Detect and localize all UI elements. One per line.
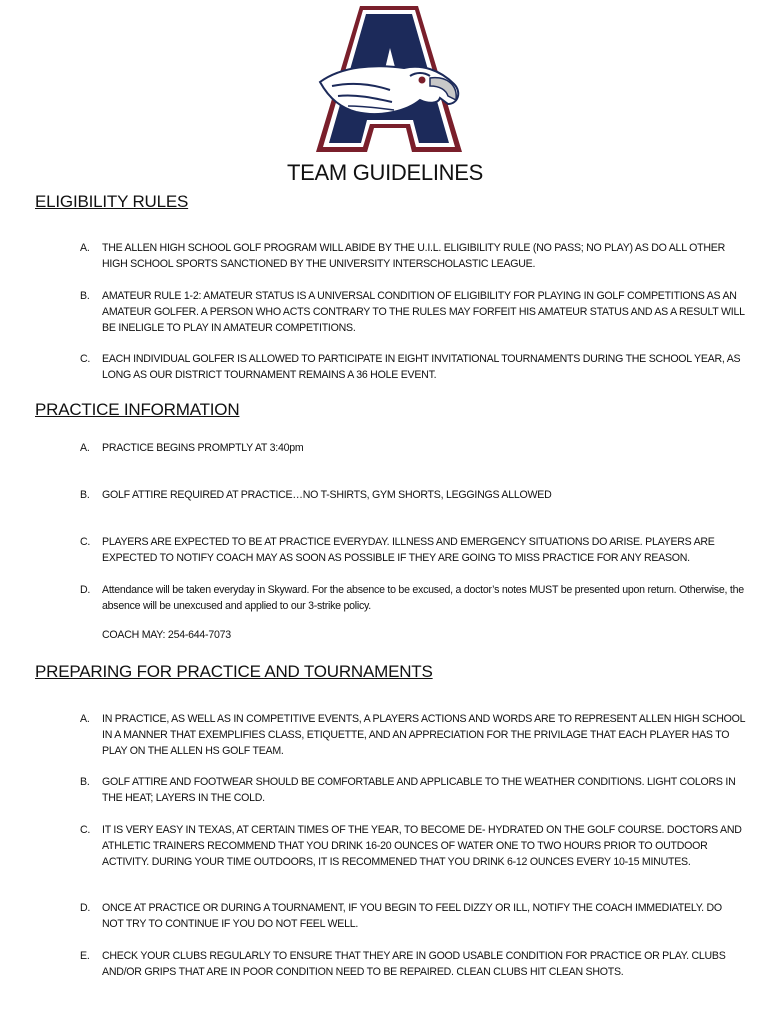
eagle-a-logo-icon [312,4,462,152]
item-letter: D. [80,902,91,914]
list-item [80,351,745,383]
item-text: GOLF ATTIRE AND FOOTWEAR SHOULD BE COMFORTABLE AND APPLICABLE TO THE WEATHER CONDITIONS. LIGHT COLORS IN THE HEAT; LAYERS IN THE COLD. [102,776,736,804]
item-text: Attendance will be taken everyday in Skyward. For the absence to be excused, a doctor’s notes MUST be presented upon return. Otherwise, the absence will be unexcused and applied to our 3-strike policy. [102,584,744,612]
item-letter: A. [80,242,90,254]
item-text: AMATEUR RULE 1-2: AMATEUR STATUS IS A UNIVERSAL CONDITION OF ELIGIBILITY FOR PLAYING IN GOLF COMPETITIONS AS AN AMATEUR GOLFER. A PERSON WHO ACTS CONTRARY TO THE RULES MAY FORFEIT HIS AMATEUR STATUS AND AS A RESULT WILL BE INELIGLE TO PLAY IN AMATEUR COMPETITIONS. [102,290,745,334]
item-text: ONCE AT PRACTICE OR DURING A TOURNAMENT, IF YOU BEGIN TO FEEL DIZZY OR ILL, NOTIFY THE COACH IMMEDIATELY. DO NOT TRY TO CONTINUE IF YOU DO NOT FEEL WELL. [102,902,722,930]
item-letter: C. [80,824,91,836]
list-item [80,822,745,870]
item-letter: C. [80,536,91,548]
item-text: PLAYERS ARE EXPECTED TO BE AT PRACTICE EVERYDAY. ILLNESS AND EMERGENCY SITUATIONS DO ARISE. PLAYERS ARE EXPECTED TO NOTIFY COACH MAY AS SOON AS POSSIBLE IF THEY ARE GOING TO MISS PRACTICE FOR ANY REASON. [102,536,715,564]
item-letter: D. [80,584,91,596]
item-letter: A. [80,442,90,454]
item-letter: A. [80,713,90,725]
list-item [80,534,745,566]
list-item [80,774,745,806]
list-item [80,582,745,614]
item-text: IT IS VERY EASY IN TEXAS, AT CERTAIN TIMES OF THE YEAR, TO BECOME DE- HYDRATED ON THE GOLF COURSE. DOCTORS AND ATHLETIC TRAINERS RECOMMEND THAT YOU DRINK 16-20 OUNCES OF WATER ONE TO TWO HOURS PRIOR TO OUTDOOR ACTIVITY. DURING YOUR TIME OUTDOORS, IT IS RECOMMENED THAT YOU DRINK 6-12 OUNCES EVERY 10-15 MINUTES. [102,824,742,868]
coach-contact: COACH MAY: 254-644-7073 [102,629,231,641]
item-letter: B. [80,776,90,788]
list-item [80,711,745,759]
item-letter: E. [80,950,90,962]
item-letter: B. [80,489,90,501]
item-text: GOLF ATTIRE REQUIRED AT PRACTICE…NO T-SHIRTS, GYM SHORTS, LEGGINGS ALLOWED [102,489,552,501]
section-heading-eligibility: ELIGIBILITY RULES [35,192,189,211]
list-item [80,240,745,272]
item-text: CHECK YOUR CLUBS REGULARLY TO ENSURE THAT THEY ARE IN GOOD USABLE CONDITION FOR PRACTICE OR PLAY. CLUBS AND/OR GRIPS THAT ARE IN POOR CONDITION NEED TO BE REPAIRED. CLEAN CLUBS HIT CLEAN SHOTS. [102,950,726,978]
list-item [80,487,745,503]
item-text: THE ALLEN HIGH SCHOOL GOLF PROGRAM WILL ABIDE BY THE U.I.L. ELIGIBILITY RULE (NO PASS; NO PLAY) AS DO ALL OTHER HIGH SCHOOL SPORTS SANCTIONED BY THE UNIVERSITY INTERSCHOLASTIC LEAGUE. [102,242,725,270]
list-item [80,900,745,932]
section-heading-preparing: PREPARING FOR PRACTICE AND TOURNAMENTS [35,662,433,681]
page-title: TEAM GUIDELINES [287,160,483,185]
list-item [80,288,745,336]
item-letter: B. [80,290,90,302]
item-letter: C. [80,353,91,365]
list-item [80,440,745,456]
list-item [80,948,745,980]
item-text: IN PRACTICE, AS WELL AS IN COMPETITIVE EVENTS, A PLAYERS ACTIONS AND WORDS ARE TO REPRESENT ALLEN HIGH SCHOOL IN A MANNER THAT EXEMPLIFIES CLASS, ETIQUETTE, AND AN APPRECIATION FOR THE PRIVILAGE THAT EACH PLAYER HAS TO PLAY ON THE ALLEN HS GOLF TEAM. [102,713,745,757]
item-text: PRACTICE BEGINS PROMPTLY AT 3:40pm [102,442,304,454]
item-text: EACH INDIVIDUAL GOLFER IS ALLOWED TO PARTICIPATE IN EIGHT INVITATIONAL TOURNAMENTS DURING THE SCHOOL YEAR, AS LONG AS OUR DISTRICT TOURNAMENT REMAINS A 36 HOLE EVENT. [102,353,741,381]
section-heading-practice-information: PRACTICE INFORMATION [35,400,240,419]
